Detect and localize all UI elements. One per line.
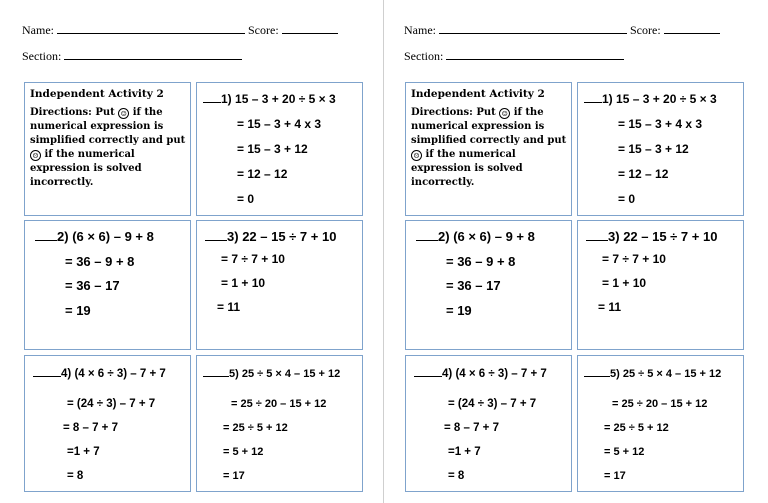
step-line: = 8 [67,470,84,482]
problem-5-card [196,355,363,492]
step-line: = 15 – 3 + 12 [237,142,308,156]
step-line: = 25 ÷ 5 + 12 [223,422,288,434]
directions-part-3: if the numerical expression is solved incorrectly. [30,149,142,188]
answer-blank-4[interactable] [414,366,442,377]
name-row [404,23,720,38]
step-line: = 17 [223,470,245,482]
score-field[interactable] [282,23,338,34]
step-line: = 25 ÷ 5 + 12 [604,422,669,434]
name-field[interactable] [439,23,627,34]
problem-2-card [405,220,572,350]
step-line: =1 + 7 [67,446,100,458]
problem-1-card [196,82,363,216]
score-field[interactable] [664,23,720,34]
frowning-face-icon: ☹ [30,150,41,161]
activity-title: Independent Activity 2 [30,88,164,100]
problem-1-card [577,82,744,216]
step-line: = 11 [217,300,241,314]
problem-5-expression: 5) 25 ÷ 5 × 4 – 15 + 12 [584,366,721,380]
step-line: = 8 [448,470,465,482]
worksheet-right [384,0,768,503]
step-line: = 15 – 3 + 4 x 3 [618,117,703,131]
activity-title: Independent Activity 2 [411,88,545,100]
answer-blank-3[interactable] [205,230,227,241]
step-line: = (24 ÷ 3) – 7 + 7 [448,398,537,410]
problem-3-expression: 3) 22 – 15 ÷ 7 + 10 [205,229,336,244]
step-line: = 7 ÷ 7 + 10 [221,252,285,266]
answer-blank-1[interactable] [203,92,221,103]
problem-2-expression: 2) (6 × 6) – 9 + 8 [35,229,154,244]
activity-directions [411,106,571,190]
name-row [22,23,338,38]
problem-5-expression: 5) 25 ÷ 5 × 4 – 15 + 12 [203,366,340,380]
answer-blank-5[interactable] [203,366,229,377]
answer-blank-2[interactable] [416,230,438,241]
problem-5-card [577,355,744,492]
step-line: = (24 ÷ 3) – 7 + 7 [67,398,156,410]
answer-blank-1[interactable] [584,92,602,103]
step-line: = 36 – 9 + 8 [65,254,135,269]
name-label: Name: [22,23,54,37]
frowning-face-icon: ☹ [411,150,422,161]
problem-1-expression: 1) 15 – 3 + 20 ÷ 5 × 3 [203,92,336,106]
step-line: = 1 + 10 [602,276,647,290]
step-line: = 0 [237,192,255,206]
problem-4-card [405,355,572,492]
step-line: = 15 – 3 + 12 [618,142,689,156]
name-field[interactable] [57,23,245,34]
section-row [22,49,242,64]
step-line: = 1 + 10 [221,276,266,290]
problem-2-card [24,220,191,350]
step-line: = 12 – 12 [237,167,288,181]
problem-4-expression: 4) (4 × 6 ÷ 3) – 7 + 7 [414,366,547,380]
step-line: = 7 ÷ 7 + 10 [602,252,666,266]
step-line: = 8 – 7 + 7 [444,422,499,434]
step-line: = 8 – 7 + 7 [63,422,118,434]
step-line: = 19 [65,303,91,318]
directions-part-2: if the numerical expression is simplified correctly and put [411,107,567,146]
step-line: = 11 [598,300,622,314]
section-row [404,49,624,64]
step-line: = 36 – 9 + 8 [446,254,516,269]
problem-1-expression: 1) 15 – 3 + 20 ÷ 5 × 3 [584,92,717,106]
step-line: = 5 + 12 [223,446,264,458]
step-line: = 25 ÷ 20 – 15 + 12 [612,398,708,410]
activity-card [24,82,191,216]
score-label: Score: [630,23,661,37]
step-line: =1 + 7 [448,446,481,458]
activity-card [405,82,572,216]
section-field[interactable] [446,49,624,60]
step-line: = 36 – 17 [65,278,120,293]
problem-3-card [196,220,363,350]
problem-3-card [577,220,744,350]
problem-3-expression: 3) 22 – 15 ÷ 7 + 10 [586,229,717,244]
smiley-face-icon: ☺ [499,108,510,119]
answer-blank-4[interactable] [33,366,61,377]
name-label: Name: [404,23,436,37]
step-line: = 15 – 3 + 4 x 3 [237,117,322,131]
step-line: = 5 + 12 [604,446,645,458]
problem-4-expression: 4) (4 × 6 ÷ 3) – 7 + 7 [33,366,166,380]
section-field[interactable] [64,49,242,60]
step-line: = 0 [618,192,636,206]
answer-blank-3[interactable] [586,230,608,241]
problem-4-card [24,355,191,492]
directions-part-3: if the numerical expression is solved incorrectly. [411,149,523,188]
step-line: = 17 [604,470,626,482]
step-line: = 12 – 12 [618,167,669,181]
step-line: = 25 ÷ 20 – 15 + 12 [231,398,327,410]
directions-part-1: Directions: Put [30,107,115,118]
step-line: = 36 – 17 [446,278,501,293]
activity-directions [30,106,190,190]
step-line: = 19 [446,303,472,318]
directions-part-2: if the numerical expression is simplified correctly and put [30,107,186,146]
answer-blank-2[interactable] [35,230,57,241]
answer-blank-5[interactable] [584,366,610,377]
directions-part-1: Directions: Put [411,107,496,118]
section-label: Section: [22,49,62,63]
smiley-face-icon: ☺ [118,108,129,119]
section-label: Section: [404,49,444,63]
score-label: Score: [248,23,279,37]
problem-2-expression: 2) (6 × 6) – 9 + 8 [416,229,535,244]
